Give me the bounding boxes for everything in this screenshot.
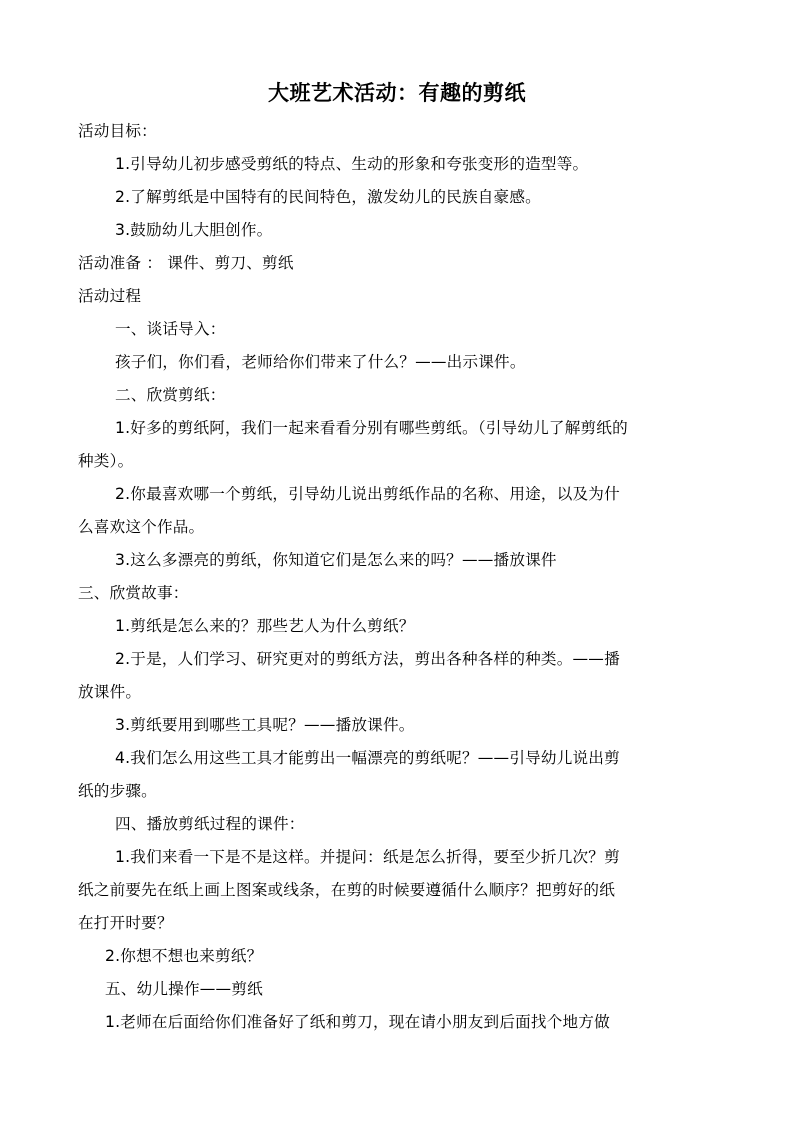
text-line: 2.于是，人们学习、研究更对的剪纸方法，剪出各种各样的种类。——播 [115,650,620,668]
text-line: 2.了解剪纸是中国特有的民间特色，激发幼儿的民族自豪感。 [115,188,541,206]
text-line: 纸的步骤。 [78,782,157,800]
text-line: 4.我们怎么用这些工具才能剪出一幅漂亮的剪纸呢？——引导幼儿说出剪 [115,749,620,767]
text-line: 孩子们，你们看，老师给你们带来了什么？——出示课件。 [115,353,526,371]
text-line: 2.你最喜欢哪一个剪纸，引导幼儿说出剪纸作品的名称、用途，以及为什 [115,485,620,503]
document-body [78,115,728,1039]
text-line: 3.剪纸要用到哪些工具呢？——播放课件。 [115,716,415,734]
text-line: 1.老师在后面给你们准备好了纸和剪刀，现在请小朋友到后面找个地方做 [105,1013,610,1031]
text-line: 活动目标： [78,122,157,140]
text-line: 3.鼓励幼儿大胆创作。 [115,221,273,239]
text-line: 3.这么多漂亮的剪纸，你知道它们是怎么来的吗？——播放课件 [115,551,557,569]
document-title: 大班艺术活动：有趣的剪纸 [268,81,526,105]
text-line: 纸之前要先在纸上画上图案或线条，在剪的时候要遵循什么顺序？把剪好的纸 [78,881,615,899]
text-line: 在打开时要？ [78,914,173,932]
text-line: 2.你想不想也来剪纸？ [105,947,263,965]
text-line: 活动准备 ： 课件、剪刀、剪纸 [78,254,294,272]
text-line: 二、欣赏剪纸： [115,386,226,404]
text-line: 种类）。 [78,452,134,470]
text-line: 五、幼儿操作——剪纸 [105,980,263,998]
text-line: 活动过程 [78,287,142,305]
text-line: 么喜欢这个作品。 [78,518,205,536]
text-line: 一、谈话导入： [115,320,226,338]
text-line: 三、欣赏故事： [78,584,189,602]
text-line: 四、播放剪纸过程的课件： [115,815,305,833]
text-line: 1.我们来看一下是不是这样。并提问：纸是怎么折得，要至少折几次？剪 [115,848,620,866]
text-line: 1.剪纸是怎么来的？那些艺人为什么剪纸？ [115,617,415,635]
text-line: 1.好多的剪纸阿，我们一起来看看分别有哪些剪纸。（引导幼儿了解剪纸的 [115,419,628,437]
text-line: 1.引导幼儿初步感受剪纸的特点、生动的形象和夸张变形的造型等。 [115,155,589,173]
text-line: 放课件。 [78,683,142,701]
